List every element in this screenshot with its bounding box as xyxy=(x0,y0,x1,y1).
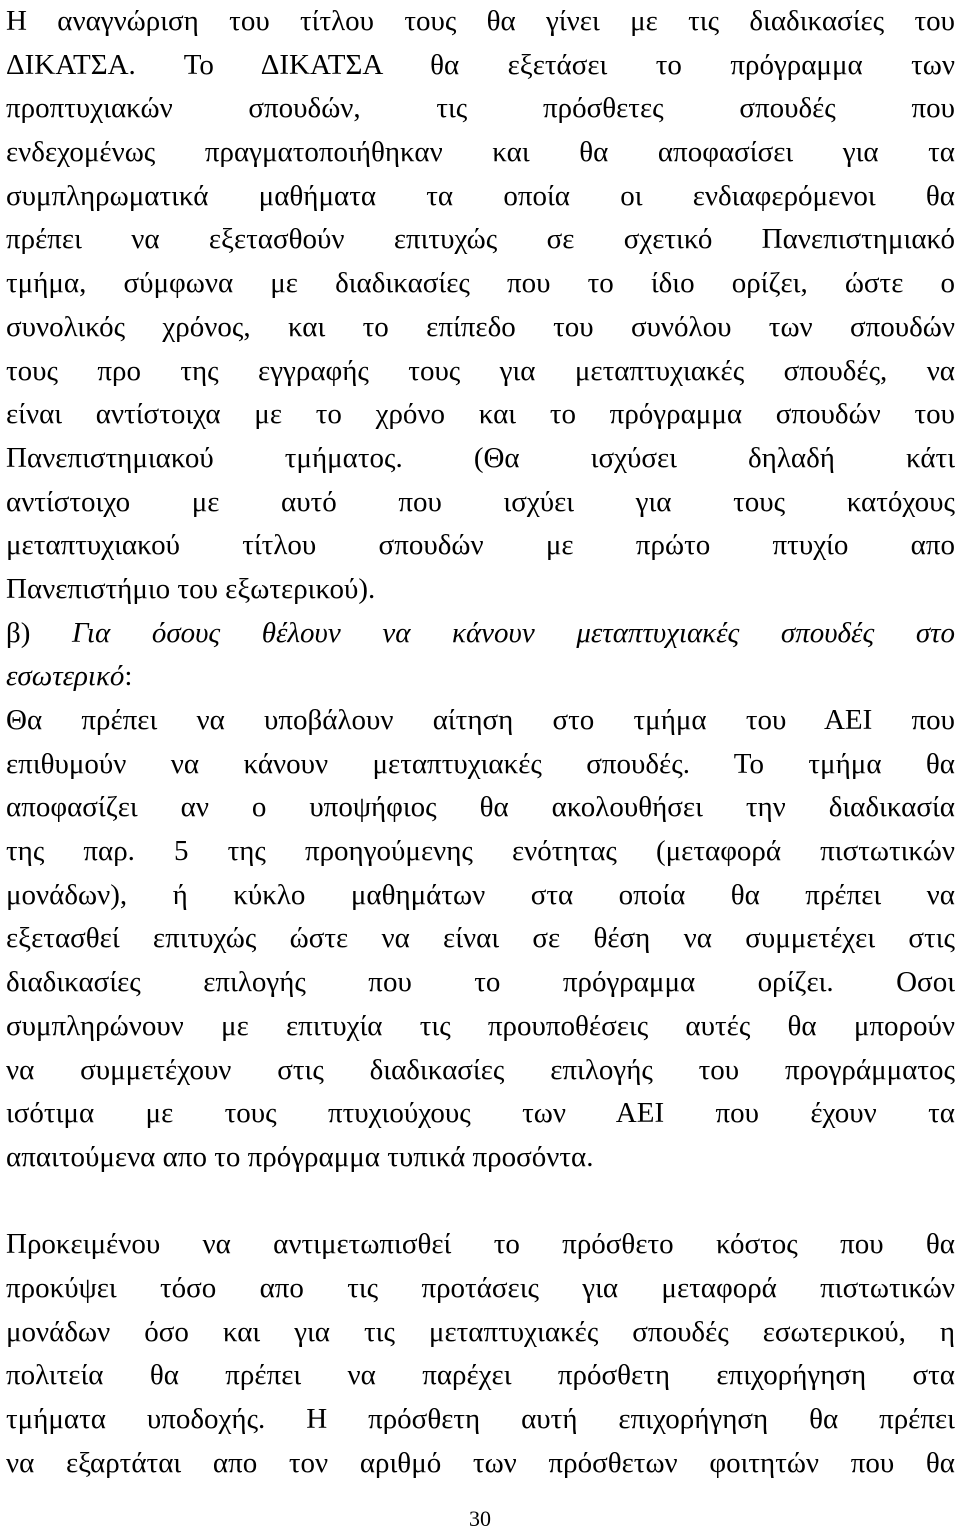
text-line: συμπληρωματικά μαθήματα τα οποία οι ενδιαφερόμενοι θα xyxy=(6,179,955,212)
text-line: Προκειμένου να αντιμετωπισθεί το πρόσθετο κόστος που θα xyxy=(6,1228,955,1261)
heading-marker: β) xyxy=(6,616,31,649)
text-line: προπτυχιακών σπουδών, τις πρόσθετες σπουδές που xyxy=(6,92,955,125)
text-line: μονάδων όσο και για τις μεταπτυχιακές σπουδές εσωτερικού, η xyxy=(6,1315,955,1348)
text-line: πρέπει να εξετασθούν επιτυχώς σε σχετικό Πανεπιστημιακό xyxy=(6,223,955,256)
text-line: είναι αντίστοιχα με το χρόνο και το πρόγραμμα σπουδών του xyxy=(6,398,955,431)
text-line: Θα πρέπει να υποβάλουν αίτηση στο τμήμα του ΑΕΙ που xyxy=(6,704,955,736)
section-heading-b xyxy=(6,612,955,656)
heading-italic-text: Για όσους θέλουν να κάνουν μεταπτυχιακές σπουδές στο xyxy=(72,616,955,649)
text-line: απαιτούμενα απο το πρόγραμμα τυπικά προσόντα. xyxy=(6,1140,594,1173)
text-line: ισότιμα με τους πτυχιούχους των ΑΕΙ που έχουν τα xyxy=(6,1097,955,1130)
text-line: επιθυμούν να κάνουν μεταπτυχιακές σπουδές. Το τμήμα θα xyxy=(6,747,955,780)
text-line: ενδεχομένως πραγματοποιήθηκαν και θα αποφασίσει για τα xyxy=(6,136,955,169)
text-line: αποφασίζει αν ο υποψήφιος θα ακολουθήσει την διαδικασία xyxy=(6,791,955,824)
text-line: να συμμετέχουν στις διαδικασίες επιλογής του προγράμματος xyxy=(6,1053,955,1086)
text-line: διαδικασίες επιλογής που το πρόγραμμα ορίζει. Οσοι xyxy=(6,966,955,999)
text-line: εξετασθεί επιτυχώς ώστε να είναι σε θέση να συμμετέχει στις xyxy=(6,922,955,955)
text-line: αντίστοιχο με αυτό που ισχύει για τους κατόχους xyxy=(6,485,955,518)
text-line: Πανεπιστημιακού τμήματος. (Θα ισχύσει δηλαδή κάτι xyxy=(6,441,955,474)
text-line: Η αναγνώριση του τίτλου τους θα γίνει με τις διαδικασίες του xyxy=(6,5,955,37)
text-line: Πανεπιστήμιο του εξωτερικού). xyxy=(6,572,376,605)
heading-italic-text: εσωτερικό xyxy=(6,660,125,693)
document-page xyxy=(6,0,955,1485)
text-line: τους προ της εγγραφής τους για μεταπτυχιακές σπουδές, να xyxy=(6,354,955,387)
text-line: τμήματα υποδοχής. Η πρόσθετη αυτή επιχορήγηση θα πρέπει xyxy=(6,1403,955,1435)
section-heading-b-continued xyxy=(6,655,955,699)
text-line: μεταπτυχιακού τίτλου σπουδών με πρώτο πτυχίο απο xyxy=(6,529,955,562)
heading-colon: : xyxy=(124,660,133,693)
text-line: ΔΙΚΑΤΣΑ. Το ΔΙΚΑΤΣΑ θα εξετάσει το πρόγραμμα των xyxy=(6,48,955,81)
text-line: συμπληρώνουν με επιτυχία τις προυποθέσεις αυτές θα μπορούν xyxy=(6,1009,955,1042)
text-line: μονάδων), ή κύκλο μαθημάτων στα οποία θα πρέπει να xyxy=(6,878,955,911)
page-number: 30 xyxy=(469,1506,491,1531)
text-line: της παρ. 5 της προηγούμενης ενότητας (μεταφορά πιστωτικών xyxy=(6,835,955,868)
text-line: προκύψει τόσο απο τις προτάσεις για μεταφορά πιστωτικών xyxy=(6,1271,955,1304)
paragraph-gap xyxy=(6,1180,955,1224)
text-line: να εξαρτάται απο τον αριθμό των πρόσθετων φοιτητών που θα xyxy=(6,1446,955,1479)
text-line: συνολικός χρόνος, και το επίπεδο του συνόλου των σπουδών xyxy=(6,310,955,343)
text-line: τμήμα, σύμφωνα με διαδικασίες που το ίδιο ορίζει, ώστε ο xyxy=(6,267,955,300)
text-line: πολιτεία θα πρέπει να παρέχει πρόσθετη επιχορήγηση στα xyxy=(6,1359,955,1392)
